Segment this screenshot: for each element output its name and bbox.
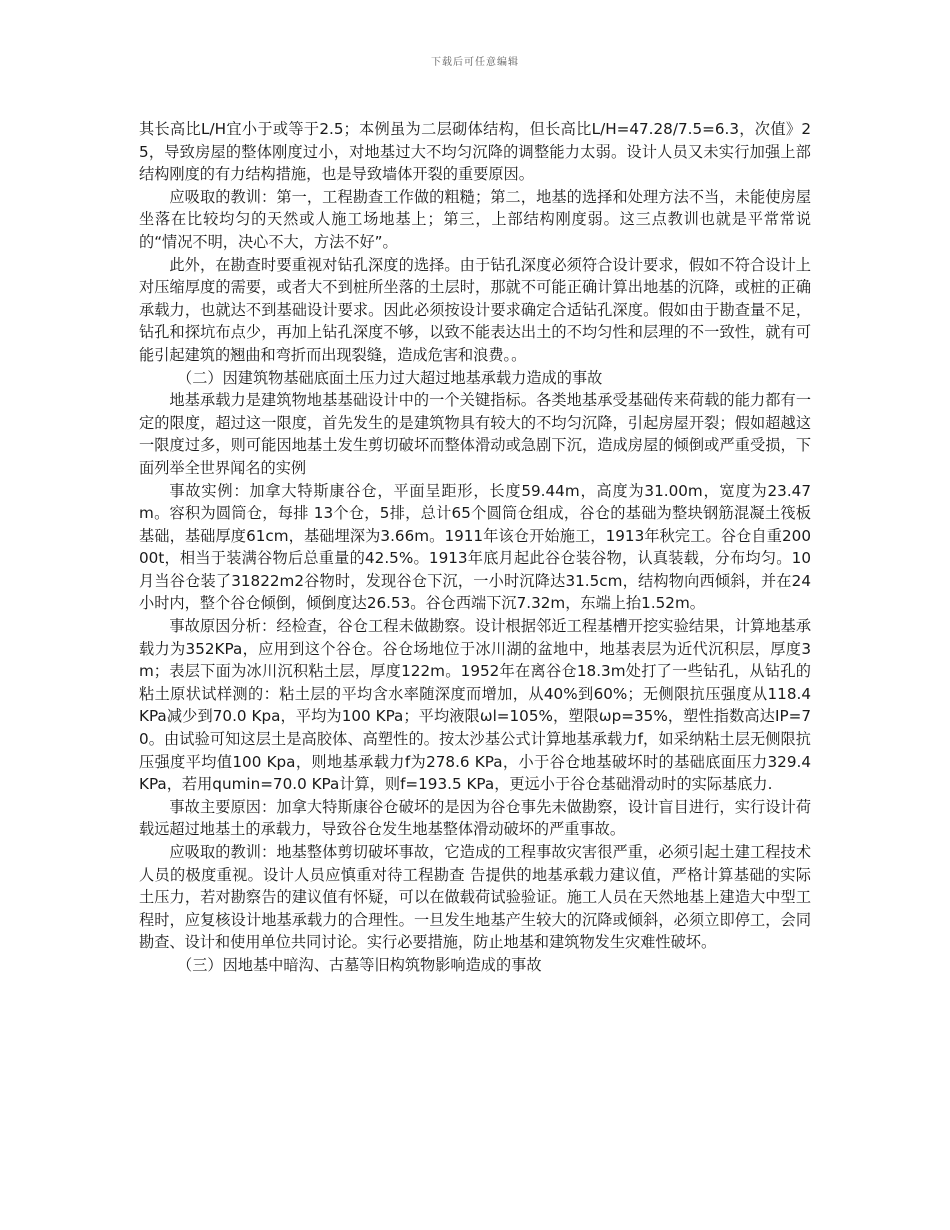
paragraph-lessons-2: 应吸取的教训：地基整体剪切破坏事故，它造成的工程事故灾害很严重，必须引起土建工程技术人员的极度重视。设计人员应慎重对待工程勘查 告提供的地基承载力建议值，严格计算基础的实际土压力，若对勘察告的建议值有怀疑，可以在做载荷试验验证。施工人员在天然地基上建造大中型工程时，应复核设计地基承载力的合理性。一旦发生地基产生较大的沉降或倾斜，必须立即停工，会同勘查、设计和使用单位共同讨论。实行必要措施，防止地基和建筑物发生灾难性破坏。 <box>139 843 811 952</box>
paragraph-cause-analysis: 事故原因分析：经检查，谷仓工程未做勘察。设计根据邻近工程基槽开挖实验结果，计算地基承载力为352KPa，应用到这个谷仓。谷仓场地位于冰川湖的盆地中，地基表层为近代沉积层，厚度3m；表层下面为冰川沉积粘土层，厚度122m。1952年在离谷仓18.3m处打了一些钻孔，从钻孔的粘土原状试样测的：粘土层的平均含水率随深度而增加，从40%到60%；无侧限抗压强度从118.4 KPa减少到70.0 Kpa，平均为100 KPa；平均液限ωl=105%，塑限ωp=35%，塑性指数高达IP=70。由试验可知这层土是高胶体、高塑性的。按太沙基公式计算地基承载力f，如采纳粘土层无侧限抗压强度平均值100 Kpa，则地基承载力f为278.6 KPa，小于谷仓地基破坏时的基础底面压力329.4 KPa，若用qumin=70.0 KPa计算，则f=193.5 KPa，更远小于谷仓基础滑动时的实际基底力. <box>139 617 811 794</box>
paragraph-case-example: 事故实例：加拿大特斯康谷仓，平面呈距形，长度59.44m，高度为31.00m，宽度为23.47m。容积为圆筒仓，每排 13个仓，5排，总计65个圆筒仓组成，谷仓的基础为整块钢筋混凝土筏板基础，基础厚度61cm，基础埋深为3.66m。1911年该仓开始施工，1913年秋完工。谷仓自重20000t，相当于装满谷物后总重量的42.5%。1913年底月起此谷仓装谷物，认真装载，分布均匀。10月当谷仓装了31822m2谷物时，发现谷仓下沉，一小时沉降达31.5cm，结构物向西倾斜，并在24小时内，整个谷仓倾倒，倾倒度达26.53。谷仓西端下沉7.32m，东端上抬1.52m。 <box>139 481 811 613</box>
page-header-watermark: 下载后可任意编辑 <box>431 57 519 68</box>
section-heading-3: （三）因地基中暗沟、古墓等旧构筑物影响造成的事故 <box>177 955 542 974</box>
paragraph-lessons-1: 应吸取的教训：第一，工程勘查工作做的粗糙；第二，地基的选择和处理方法不当，未能使房屋坐落在比较均匀的天然或人施工场地基上；第三，上部结构刚度弱。这三点教训也就是平常常说的“情况不明，决心不大，方法不好”。 <box>139 187 811 251</box>
document-body <box>139 118 811 977</box>
section-heading-2: （二）因建筑物基础底面土压力过大超过地基承载力造成的事故 <box>177 368 603 387</box>
paragraph-continuation: 其长高比L/H宜小于或等于2.5；本例虽为二层砌体结构，但长高比L/H=47.28/7.5=6.3，次值》25，导致房屋的整体刚度过小，对地基过大不均匀沉降的调整能力太弱。设计人员又未实行加强上部结构刚度的有力结构措施，也是导致墙体开裂的重要原因。 <box>139 120 811 184</box>
paragraph-drilling-depth: 此外，在勘查时要重视对钻孔深度的选择。由于钻孔深度必须符合设计要求，假如不符合设计上对压缩厚度的需要，或者大不到桩所坐落的土层时，那就不可能正确计算出地基的沉降，或桩的正确承载力，也就达不到基础设计要求。因此必须按设计要求确定合适钻孔深度。假如由于勘查量不足，钻孔和探坑布点少，再加上钻孔深度不够，以致不能表达出土的不均匀性和层理的不一致性，就有可能引起建筑的翘曲和弯折而出现裂缝，造成危害和浪费。。 <box>139 255 811 364</box>
paragraph-bearing-capacity: 地基承载力是建筑物地基基础设计中的一个关键指标。各类地基承受基础传来荷载的能力都有一定的限度，超过这一限度，首先发生的是建筑物具有较大的不均匀沉降，引起房屋开裂；假如超越这一限度过多，则可能因地基土发生剪切破坏而整体滑动或急剧下沉，造成房屋的倾倒或严重受损，下面列举全世界闻名的实例 <box>139 391 811 477</box>
paragraph-main-cause: 事故主要原因：加拿大特斯康谷仓破坏的是因为谷仓事先未做勘察，设计盲目进行，实行设计荷载远超过地基土的承载力，导致谷仓发生地基整体滑动破坏的严重事故。 <box>139 797 811 839</box>
